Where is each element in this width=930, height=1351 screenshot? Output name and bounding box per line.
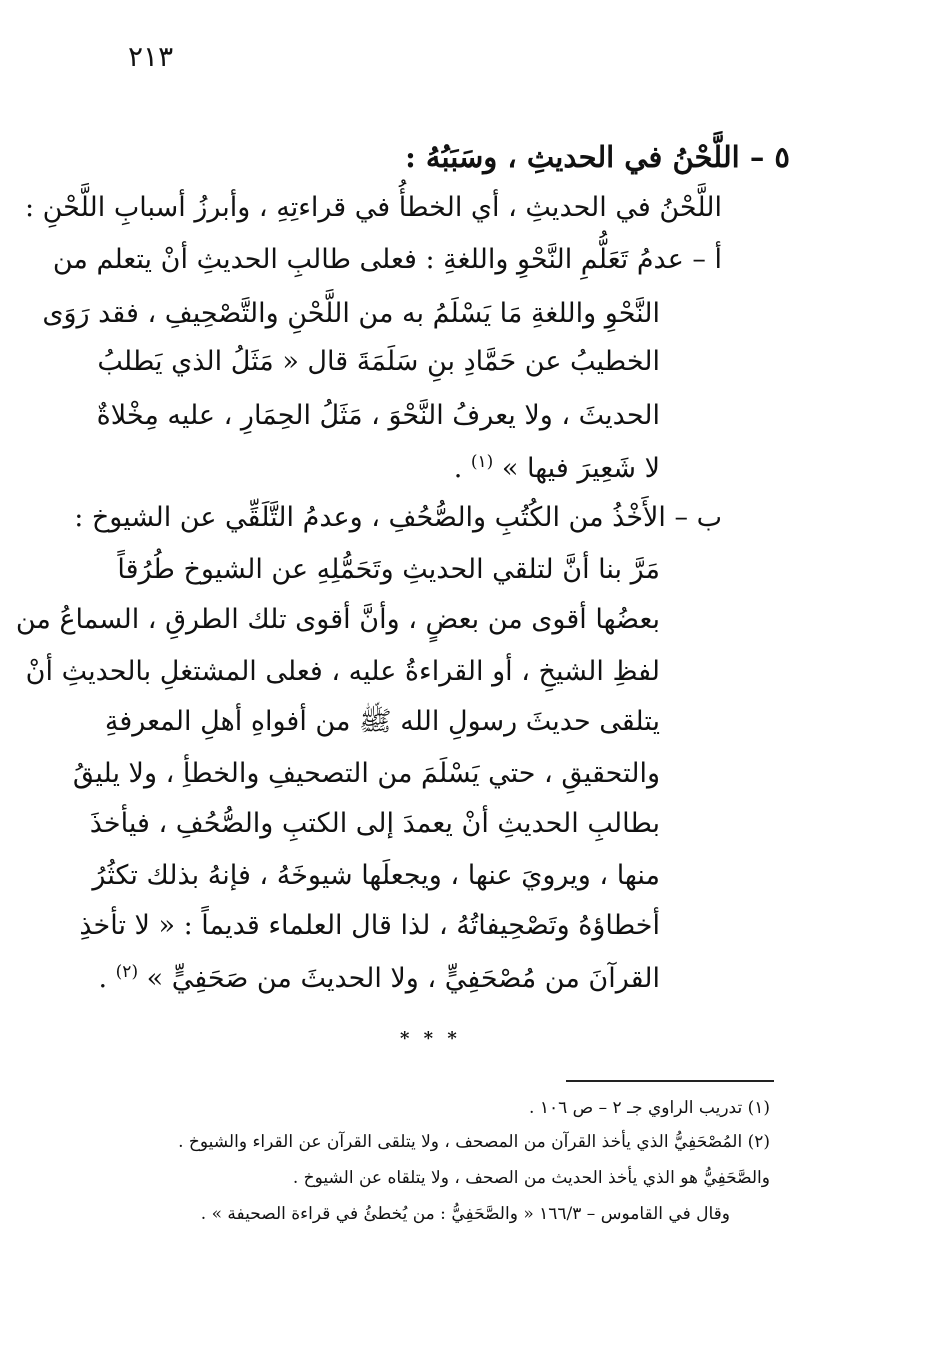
point-a-line-2: النَّحْوِ واللغةِ مَا يَسْلَمُ به من اللَّحْنِ والتَّصْحِيفِ ، فقد رَوَى bbox=[42, 298, 660, 329]
point-b-line-10 bbox=[98, 962, 660, 995]
intro-line: اللَّحْنُ في الحديثِ ، أي الخطأُ في قراءتِهِ ، وأبرزُ أسبابِ اللَّحْنِ : bbox=[24, 192, 722, 223]
end-dot: . bbox=[453, 453, 463, 484]
point-a-line-1: أ – عدمُ تَعَلُّمِ النَّحْوِ واللغةِ : فعلى طالبِ الحديثِ أنْ يتعلم من bbox=[52, 244, 722, 275]
point-b-line-4: لفظِ الشيخِ ، أو القراءةُ عليه ، فعلى المشتغلِ بالحديثِ أنْ bbox=[25, 656, 660, 687]
page-number: ٢١٣ bbox=[128, 40, 174, 73]
point-b-line-5: يتلقى حديثَ رسولِ الله ﷺ من أفواهِ أهلِ المعرفةِ bbox=[104, 706, 660, 737]
point-a-line-5 bbox=[454, 452, 660, 485]
point-b-line-9: أخطاؤهُ وتَصْحِيفاتُهُ ، لذا قال العلماء قديماً : « لا تأخذِ bbox=[79, 910, 660, 941]
final-quote-text: القرآنَ من مُصْحَفِيٍّ ، ولا الحديثَ من صَحَفِيٍّ » bbox=[146, 963, 660, 994]
section-heading: ٥ – اللَّحْنُ في الحديثِ ، وسَبَبُهُ : bbox=[405, 140, 790, 174]
point-b-line-3: بعضُها أقوى من بعضٍ ، وأنَّ أقوى تلك الطرقِ ، السماعُ من bbox=[15, 604, 660, 635]
footnote-ref-2: (٢) bbox=[115, 962, 139, 982]
footnote-2: (٢) المُصْحَفِيُّ الذي يأخذ القرآن من المصحف ، ولا يتلقى القرآن عن القراء والشيوخ . bbox=[178, 1132, 770, 1152]
section-separator: * * * bbox=[400, 1028, 461, 1049]
footnote-2-qamus: وقال في القاموس – ١٦٦/٣ « والصَّحَفِيُّ : من يُخطئُ في قراءة الصحيفة » . bbox=[200, 1204, 730, 1224]
point-b-line-6: والتحقيقِ ، حتي يَسْلَمَ من التصحيفِ والخطأِ ، ولا يليقُ bbox=[72, 758, 660, 789]
point-b-line-8: منها ، ويرويَ عنها ، ويجعلَها شيوخَهُ ، فإنهُ بذلك تكثُرُ bbox=[92, 860, 660, 891]
point-b-line-1: ب – الأَخْذُ من الكُتُبِ والصُّحُفِ ، وعدمُ التَّلَقِّي عن الشيوخ : bbox=[74, 502, 722, 533]
footnote-2-continued: والصَّحَفِيُّ هو الذي يأخذ الحديث من الصحف ، ولا يتلقاه عن الشيوخ . bbox=[292, 1168, 770, 1188]
point-b-line-2: مَرَّ بنا أنَّ لتلقي الحديثِ وتَحَمُّلِهِ عن الشيوخ طُرُقاً bbox=[117, 554, 660, 585]
point-b-line-7: بطالبِ الحديثِ أنْ يعمدَ إلى الكتبِ والصُّحُفِ ، فيأخذَ bbox=[89, 808, 660, 839]
point-a-line-4: الحديثَ ، ولا يعرفُ النَّحْوَ ، مَثَلُ الحِمَارِ ، عليه مِخْلاةٌ bbox=[96, 400, 660, 431]
quote-end-text: لا شَعِيرَ فيها » bbox=[501, 453, 660, 484]
footnote-1: (١) تدريب الراوي جـ ٢ – ص ١٠٦ . bbox=[529, 1098, 770, 1118]
end-dot-2: . bbox=[98, 963, 108, 994]
footnote-divider bbox=[566, 1080, 774, 1082]
footnote-ref-1: (١) bbox=[470, 452, 494, 472]
point-a-line-3: الخطيبُ عن حَمَّادِ بنِ سَلَمَةَ قال « مَثَلُ الذي يَطلبُ bbox=[97, 346, 660, 377]
